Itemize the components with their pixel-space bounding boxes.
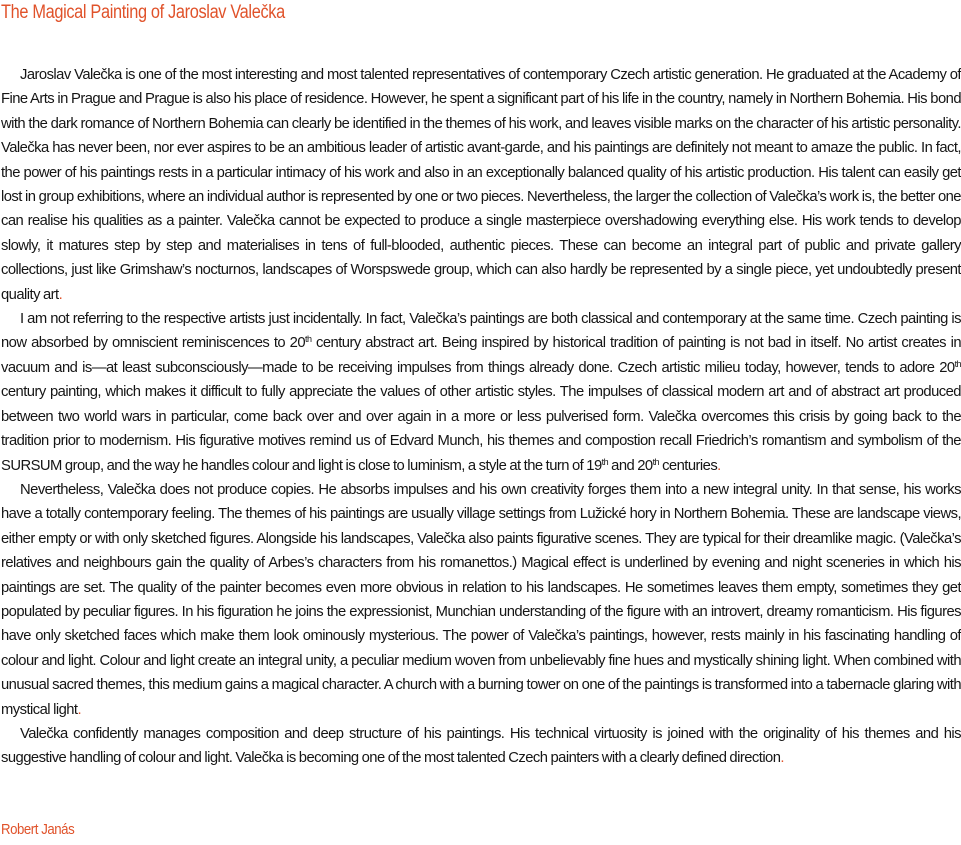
paragraph-2-text-e: centuries (659, 457, 718, 474)
paragraph-4-period: . (780, 750, 784, 767)
paragraph-2-text-d: and 20 (608, 457, 653, 474)
paragraph-1 (1, 63, 961, 307)
paragraph-2-period: . (717, 457, 721, 474)
paragraph-4 (1, 722, 961, 771)
superscript-th: th (954, 358, 961, 369)
article-title: The Magical Painting of Jaroslav Valečka (1, 2, 285, 23)
superscript-th: th (601, 456, 609, 467)
paragraph-3 (1, 478, 961, 722)
superscript-th: th (652, 456, 660, 467)
superscript-th: th (305, 334, 312, 345)
article-body (1, 63, 961, 771)
paragraph-2 (1, 307, 961, 478)
paragraph-3-text: Nevertheless, Valečka does not produce copies. He absorbs impulses and his own creativity forges them into a new integral unity. In that sense, his works have a totally contemporary feeling. The themes of his paintings are usually village settings from Lužické hory in Northern Bohemia. These are landscape views, either empty or with only sketched figures. Alongside his landscapes, Valečka also paints figurative scenes. They are typical for their dreamlike magic. (Valečka’s relatives and neighbours gain the quality of Arbes’s characters from his romanettos.) Magical effect is underlined by evening and night sceneries in which his paintings are set. The quality of the painter becomes even more obvious in relation to his landscapes. He sometimes leaves them empty, sometimes they get populated by peculiar figures. In his figuration he joins the expressionist, Munchian understanding of the figure with an introvert, dreamy romanticism. His figures have only sketched faces which make them look ominously mysterious. The power of Valečka’s paintings, however, rests mainly in his fascinating handling of colour and light. Colour and light create an integral unity, a peculiar medium woven from unbelievably fine hues and mystically shining light. When combined with unusual sacred themes, this medium gains a magical character. A church with a burning tower on one of the paintings is transformed into a tabernacle glaring with mystical light (1, 481, 961, 718)
paragraph-1-text: Jaroslav Valečka is one of the most interesting and most talented representatives of contemporary Czech artistic generation. He graduated at the Academy of Fine Arts in Prague and Prague is also his place of residence. However, he spent a significant part of his life in the country, namely in Northern Bohemia. His bond with the dark romance of Northern Bohemia can clearly be identified in the themes of his work, and leaves visible marks on the character of his artistic personality. Valečka has never been, nor ever aspires to be an ambitious leader of artistic avant-garde, and his paintings are definitely not meant to amaze the public. In fact, the power of his paintings rests in a particular intimacy of his work and also in an exceptionally balanced quality of his artistic production. His talent can easily get lost in group exhibitions, where an individual author is represented by one or two pieces. Nevertheless, the larger the collection of Valečka’s work is, the better one can realise his qualities as a painter. Valečka cannot be expected to produce a single masterpiece overshadowing everything else. His work tends to develop slowly, it matures step by step and materialises in tens of full-blooded, authentic pieces. These can become an integral part of public and private gallery collections, just like Grimshaw’s nocturnos, landscapes of Worspswede group, which can also hardly be represented by a single piece, yet undoubtedly present quality art (1, 67, 961, 303)
paragraph-2-text-a: I am not referring to the respective artists just incidentally. In fact, Valečka’s paintings are both classical and contemporary at the same time. Czech painting is now absorbed by omniscient reminiscences to 20 (1, 311, 961, 352)
paragraph-3-period: . (77, 701, 82, 718)
author-name: Robert Janás (1, 821, 75, 838)
paragraph-1-period: . (58, 286, 63, 303)
paragraph-4-text: Valečka confidently manages composition and deep structure of his paintings. His technical virtuosity is joined with the originality of his themes and his suggestive handling of colour and light. Valečka is becoming one of the most talented Czech painters with a clearly defined direction (1, 725, 961, 767)
paragraph-2-text-c: century painting, which makes it difficult to fully appreciate the values of other artistic styles. The impulses of classical modern art and of abstract art produced between two world wars in particular, come back over and over again in a more or less pulverised form. Valečka overcomes this crisis by going back to the tradition prior to modernism. His figurative motives remind us of Edvard Munch, his themes and compostion recall Friedrich’s romantism and symbolism of the SURSUM group, and the way he handles colour and light is close to luminism, a style at the turn of 19 (1, 384, 961, 474)
paragraph-2-text-b: century abstract art. Being inspired by historical tradition of painting is not bad in itself. No artist creates in vacuum and is—at least subconsciously—made to be receiving impulses from things already done. Czech artistic milieu today, however, tends to adore 20 (1, 335, 961, 376)
